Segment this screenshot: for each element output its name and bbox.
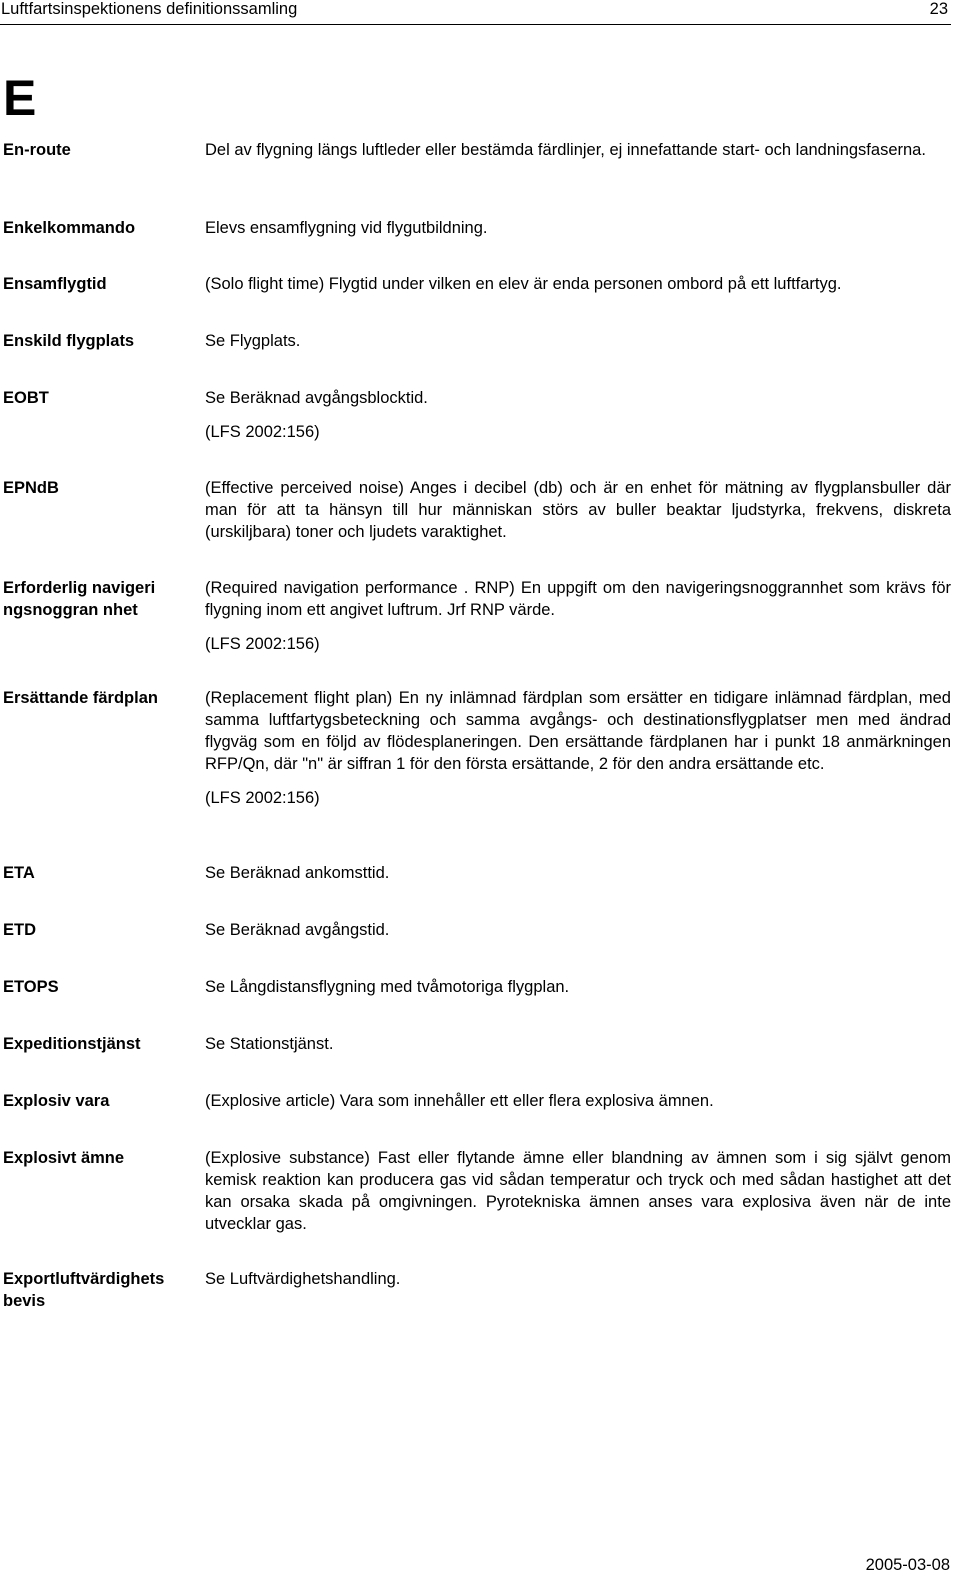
definition-paragraph: Se Stationstjänst. [205,1035,334,1053]
definition-paragraph: Se Långdistansflygning med tvåmotoriga flygplan. [205,978,570,996]
definition-paragraph: (Replacement flight plan) En ny inlämnad färdplan som ersätter en tidigare inlämnad färdplan, med samma luftfartygsbeteckning och samma avgångs- och destinationsflygplatser men med ändrad flygväg som en följd av flödesplaneringen. Den ersättande färdplanen har i punkt 18 anmärkningen RFP/Qn, där "n" är siffran 1 för den första ersättande, 2 för den andra ersättande etc. [205,689,951,773]
entry-definition [205,862,951,884]
definition-paragraph: Del av flygning längs luftleder eller bestämda färdlinjer, ej innefattande start- och landningsfaserna. [205,141,926,159]
definition-paragraph: (Solo flight time) Flygtid under vilken en elev är enda personen ombord på ett luftfartyg. [205,275,842,293]
definition-paragraph: (LFS 2002:156) [205,789,320,807]
definition-paragraph: Se Flygplats. [205,332,301,350]
entry-definition [205,577,951,655]
definition-paragraph: (Explosive article) Vara som innehåller ett eller flera explosiva ämnen. [205,1092,714,1110]
entry-definition [205,1268,951,1290]
definition-paragraph: (Effective perceived noise) Anges i decibel (db) och är en enhet för mätning av flygplansbuller där man för att ta hänsyn till hur människan störs av buller beaktar ljudstyrka, frekvens, diskreta (urskiljbara) toner och ljudets varaktighet. [205,479,951,541]
entry-term: Ersättande färdplan [3,689,158,707]
entry-term: EPNdB [3,479,59,497]
entry-term: En-route [3,141,71,159]
document-title: Luftfartsinspektionens definitionssamling [1,0,298,18]
definition-paragraph: Se Beräknad ankomsttid. [205,864,390,882]
definition-paragraph: (Explosive substance) Fast eller flytande ämne eller blandning av ämnen som i sig självt genom kemisk reaktion kan producera gas vid sådan temperatur och tryck och med sådan hastighet att det kan orsaka skada på omgivningen. Pyrotekniska ämnen anses vara explosiva även när de inte utvecklar gas. [205,1149,951,1233]
entry-definition [205,477,951,543]
definition-paragraph: Se Beräknad avgångsblocktid. [205,389,428,407]
entry-term: ETD [3,921,36,939]
entry-term: Expeditionstjänst [3,1035,141,1053]
definition-paragraph: Elevs ensamflygning vid flygutbildning. [205,219,488,237]
entry-definition [205,1090,951,1112]
entry-term: Ensamflygtid [3,275,107,293]
definition-paragraph: Se Beräknad avgångstid. [205,921,390,939]
definition-paragraph: (LFS 2002:156) [205,635,320,653]
definition-paragraph: Se Luftvärdighetshandling. [205,1270,401,1288]
entry-term: EOBT [3,389,49,407]
entry-term: Erforderlig navigeringsnoggran nhet [3,579,156,619]
entry-definition [205,1033,951,1055]
entry-term: Enskild flygplats [3,332,135,350]
entry-term: ETOPS [3,978,59,996]
entry-term: Explosivt ämne [3,1149,125,1167]
entry-definition [205,976,951,998]
entry-definition [205,273,951,295]
entry-term: Exportluftvärdighets bevis [3,1270,165,1310]
page-number: 23 [929,0,948,18]
section-letter: E [3,70,37,126]
entry-term: ETA [3,864,35,882]
entry-definition [205,1147,951,1235]
entry-definition [205,217,951,239]
entry-definition [205,387,951,443]
entry-term: Explosiv vara [3,1092,110,1110]
footer-date: 2005-03-08 [865,1556,950,1574]
entry-definition [205,139,951,161]
definition-paragraph: (LFS 2002:156) [205,423,320,441]
entry-definition [205,919,951,941]
entry-definition [205,330,951,352]
entry-term: Enkelkommando [3,219,136,237]
entry-definition [205,687,951,809]
definition-paragraph: (Required navigation performance . RNP) En uppgift om den navigeringsnoggrannhet som krävs för flygning inom ett angivet luftrum. Jrf RNP värde. [205,579,951,619]
